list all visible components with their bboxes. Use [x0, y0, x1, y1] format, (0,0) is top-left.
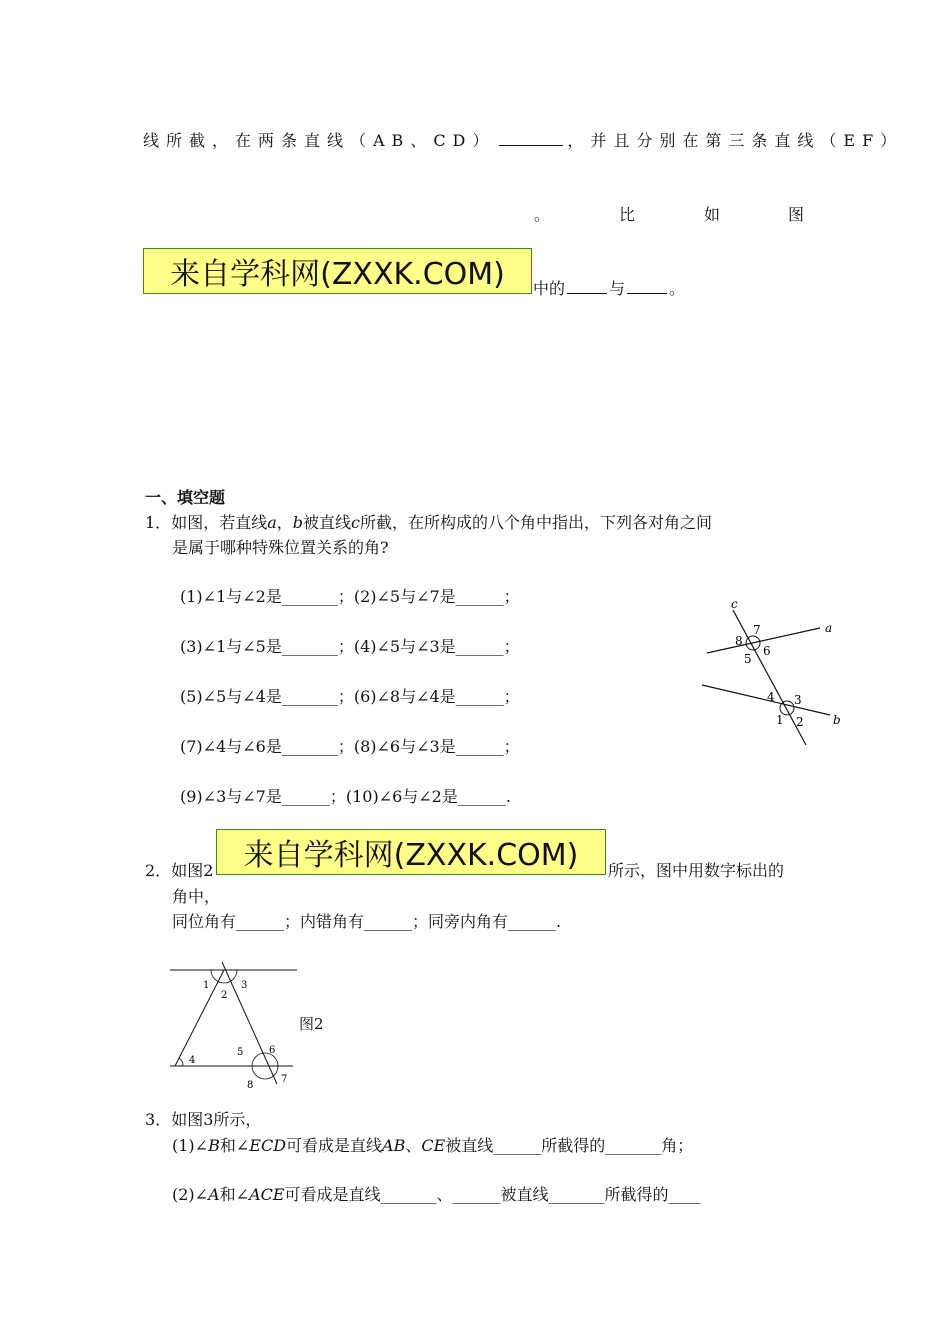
q2-left-side	[175, 970, 224, 1066]
q1-item-2: (3)∠1与∠5是_______；(4)∠5与∠3是______；	[180, 637, 520, 656]
q2-text-1: 如图2	[171, 861, 214, 880]
q2-line-2: 角中，	[172, 887, 221, 906]
q2-figure-caption: 图2	[299, 1015, 324, 1033]
top-line-1	[143, 128, 903, 151]
top-blank-1	[499, 131, 563, 146]
top-line-3	[533, 276, 685, 299]
top-blank-3	[627, 279, 667, 294]
q3-item-1-B: B	[208, 1136, 220, 1155]
q3-item-1-e: 被直线______所截得的_______角；	[445, 1136, 694, 1155]
q1-label-b: b	[833, 713, 841, 727]
q1-item-3: (5)∠5与∠4是_______；(6)∠8与∠4是______；	[180, 687, 520, 706]
q1-text-3: 所截，在所构成的八个角中指出，下列各对角之间	[360, 513, 713, 532]
q2-line-1-left	[145, 858, 213, 881]
top-line-1-text-b: ，并且分别在第三条直线（EF）	[567, 131, 904, 150]
q2-label-8: 8	[247, 1080, 254, 1090]
q3-item-2-b: 和∠	[219, 1185, 250, 1204]
q1-item-1: (1)∠1与∠2是_______；(2)∠5与∠7是______；	[180, 587, 520, 606]
q2-label-6: 6	[269, 1045, 276, 1056]
q2-arc-left	[179, 1058, 183, 1066]
q1-label-a: a	[825, 621, 833, 635]
top-line-2-c: 如	[704, 205, 721, 224]
q1-label-6: 6	[763, 644, 771, 658]
q2-arc-top	[211, 970, 237, 983]
q2-label-2: 2	[221, 990, 228, 1001]
q1-label-7: 7	[753, 623, 761, 637]
q3-item-1-b: 和∠	[219, 1136, 250, 1155]
top-line-2-d: 图	[788, 205, 805, 224]
q1-label-1: 1	[776, 713, 784, 727]
q3-item-2-a: (2)∠	[172, 1185, 209, 1204]
watermark-banner-2-text: 来自学科网(ZXXK.COM)	[243, 838, 579, 873]
q1-text-1: 如图，若直线	[171, 513, 268, 532]
q1-label-5: 5	[744, 652, 752, 666]
q3-item-1-AB: AB	[382, 1136, 406, 1155]
q1-label-2: 2	[796, 715, 804, 729]
q3-item-1	[172, 1133, 693, 1156]
q1-line-b	[702, 685, 830, 715]
q1-line-1	[145, 510, 712, 533]
q3-item-1-CE: CE	[421, 1136, 446, 1155]
top-line-1-text-a: 线所截，在两条直线（AB、CD）	[143, 131, 496, 150]
q3-item-2	[172, 1182, 701, 1205]
q3-text-1: 如图3所示，	[171, 1110, 262, 1129]
top-line-2-b: 比	[619, 205, 636, 224]
q2-label-5: 5	[237, 1047, 244, 1058]
q2-label-7: 7	[281, 1074, 288, 1085]
q3-number: 3．	[145, 1110, 172, 1129]
q2-label-4: 4	[189, 1055, 196, 1066]
q2-figure	[165, 960, 305, 1090]
q1-var-c: c	[351, 513, 360, 532]
watermark-banner-1-text: 来自学科网(ZXXK.COM)	[170, 257, 505, 292]
top-line-3-text-b: 与	[609, 279, 626, 298]
q1-label-c: c	[731, 597, 738, 611]
q3-item-1-c: 可看成是直线	[286, 1136, 383, 1155]
q3-item-1-ECD: ECD	[249, 1136, 287, 1155]
watermark-banner-2	[216, 829, 606, 875]
q1-label-3: 3	[794, 693, 802, 707]
q3-item-1-a: (1)∠	[172, 1136, 209, 1155]
q2-line-1-right: 所示，图中用数字标出的	[608, 861, 785, 880]
q2-line-3: 同位角有______；内错角有______；同旁内角有______.	[172, 912, 562, 931]
q1-item-5: (9)∠3与∠7是______；(10)∠6与∠2是______.	[180, 787, 511, 806]
q1-label-8: 8	[735, 634, 743, 648]
q3-line-1	[145, 1107, 261, 1130]
top-line-3-text-a: 中的	[533, 279, 566, 298]
q2-label-1: 1	[203, 980, 210, 991]
section-title: 一、填空题	[145, 488, 226, 507]
top-blank-2	[567, 279, 607, 294]
q1-var-a: a	[267, 513, 277, 532]
q1-label-4: 4	[767, 690, 775, 704]
q1-var-b: b	[292, 513, 304, 532]
q1-line-2: 是属于哪种特殊位置关系的角?	[172, 538, 389, 557]
q1-text-2: 被直线	[303, 513, 352, 532]
q3-item-2-A: A	[208, 1185, 220, 1204]
q3-item-2-c: 可看成是直线_______、______被直线_______所截得的____	[284, 1185, 701, 1204]
q1-figure	[690, 595, 850, 750]
q1-comma: ，	[276, 513, 293, 532]
top-line-3-text-c: 。	[669, 279, 686, 298]
top-line-2-a: 。	[534, 205, 551, 224]
q3-item-2-ACE: ACE	[249, 1185, 285, 1204]
q1-item-4: (7)∠4与∠6是_______；(8)∠6与∠3是______；	[180, 737, 520, 756]
q2-number: 2．	[145, 861, 172, 880]
watermark-banner-1	[143, 248, 532, 294]
q3-item-1-d: 、	[405, 1136, 422, 1155]
q2-label-3: 3	[241, 980, 248, 991]
q1-number: 1．	[145, 513, 172, 532]
